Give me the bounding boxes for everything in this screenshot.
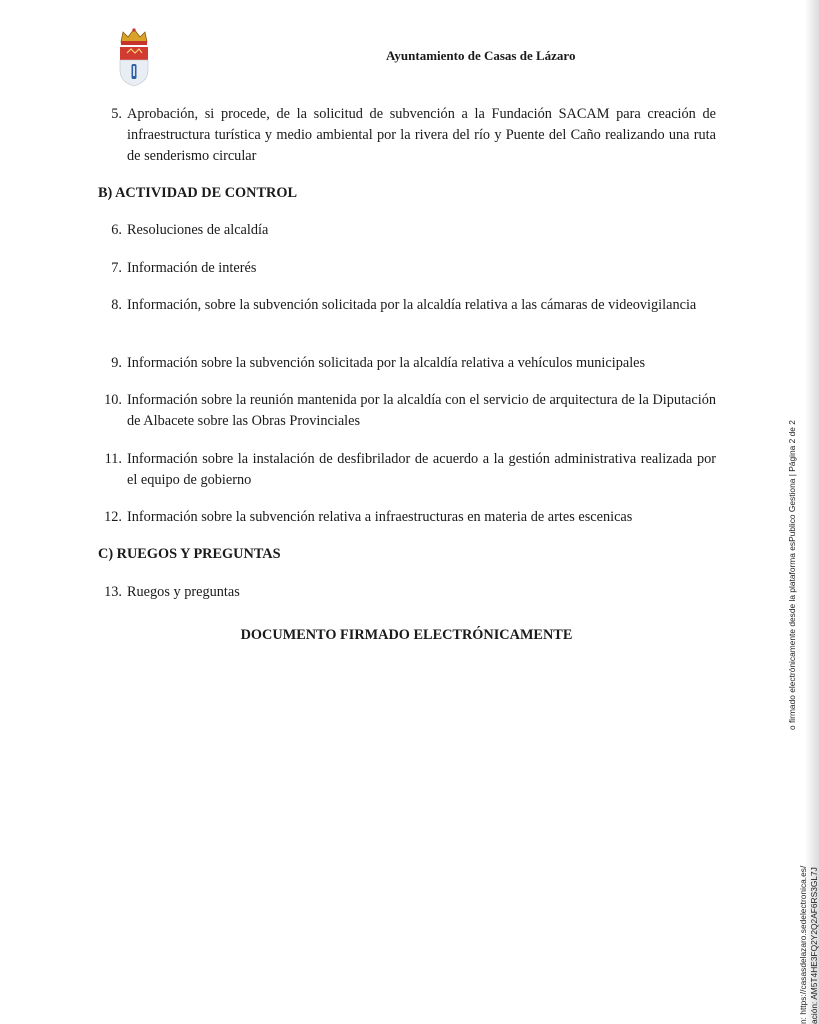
item-text: Información, sobre la subvención solicitada por la alcaldía relativa a las cámaras de videovigilancia — [127, 297, 697, 313]
section-b-title: B) ACTIVIDAD DE CONTROL — [98, 185, 297, 201]
agenda-item-7 — [98, 258, 716, 279]
item-number: 9. — [111, 355, 122, 371]
margin-note-line-1: o firmado electrónicamente desde la plataforma esPublico Gestiona | Página 2 de 2 — [787, 420, 797, 730]
item-text: Información sobre la subvención solicitada por la alcaldía relativa a vehículos municipales — [127, 355, 646, 371]
item-number: 13. — [104, 584, 122, 600]
item-text: Aprobación, si procede, de la solicitud de subvención a la Fundación SACAM para creación de infraestructura turística y medio ambiental por la rivera del río y Puente del Caño realizando una ruta de senderismo circular — [127, 106, 716, 164]
item-number: 12. — [104, 509, 122, 525]
item-number: 7. — [111, 260, 122, 276]
item-number: 5. — [111, 106, 122, 122]
item-text: Ruegos y preguntas — [127, 584, 240, 600]
municipality-title: Ayuntamiento de Casas de Lázaro — [386, 48, 576, 63]
agenda-item-9 — [98, 353, 716, 374]
agenda-item-12 — [98, 507, 716, 528]
section-c-title: C) RUEGOS Y PREGUNTAS — [98, 546, 281, 562]
item-number: 6. — [111, 222, 122, 238]
item-text: Información sobre la subvención relativa a infraestructuras en materia de artes escenicas — [127, 509, 633, 525]
item-number: 10. — [104, 392, 122, 408]
agenda-item-11 — [98, 449, 716, 491]
item-text: Resoluciones de alcaldía — [127, 222, 269, 238]
coat-of-arms-icon — [115, 26, 153, 88]
item-text: Información sobre la instalación de desfibrilador de acuerdo a la gestión administrativa realizada por el equipo de gobierno — [127, 451, 716, 488]
agenda-item-10 — [98, 390, 716, 432]
item-text: Información de interés — [127, 260, 257, 276]
agenda-item-5 — [98, 104, 716, 167]
agenda-item-13 — [98, 582, 716, 603]
signed-notice: DOCUMENTO FIRMADO ELECTRÓNICAMENTE — [240, 627, 573, 643]
item-number: 8. — [111, 297, 122, 313]
agenda-item-6 — [98, 220, 716, 241]
margin-note-line-3: ación: AM5T4HE3FQ2Y2Q2AF6RS3GL7J — [809, 867, 819, 1024]
agenda-item-8 — [98, 295, 716, 316]
margin-note-line-2: n: https://casasdelazaro.sedelectronica.es/ — [798, 865, 808, 1024]
verification-margin-note — [787, 420, 819, 1024]
item-number: 11. — [104, 451, 122, 467]
item-text: Información sobre la reunión mantenida por la alcaldía con el servicio de arquitectura de la Diputación de Albacete sobre las Obras Provinciales — [127, 392, 716, 429]
